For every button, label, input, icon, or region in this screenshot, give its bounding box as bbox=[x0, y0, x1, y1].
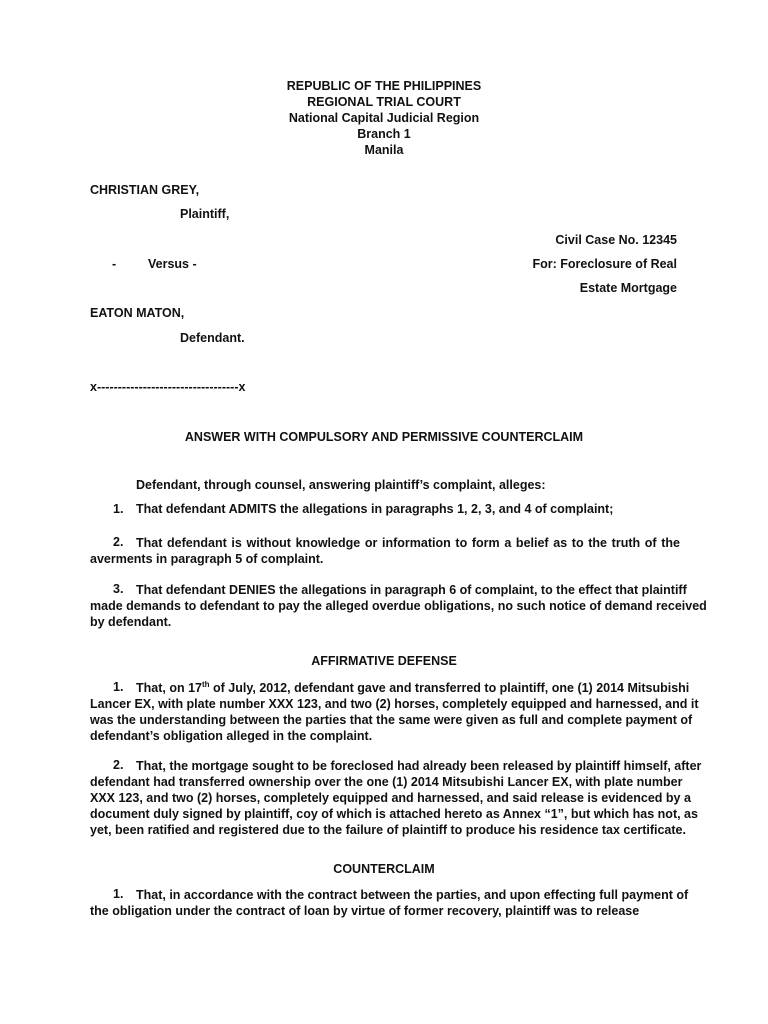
defendant-name: EATON MATON, bbox=[90, 306, 185, 320]
plaintiff-name: CHRISTIAN GREY, bbox=[90, 183, 200, 197]
versus-label: Versus - bbox=[148, 257, 197, 271]
case-nature-line1: For: Foreclosure of Real bbox=[532, 257, 677, 271]
affirmative-2-line-4: document duly signed by plaintiff, coy of which is attached hereto as Annex “1”, but which has not, as bbox=[90, 807, 698, 821]
plaintiff-role: Plaintiff, bbox=[180, 207, 230, 221]
defendant-role: Defendant. bbox=[180, 331, 245, 345]
affirmative-1-line-1 bbox=[90, 679, 690, 696]
court-branch: Branch 1 bbox=[357, 127, 411, 141]
affirmative-1-text-b: of July, 2012, defendant gave and transferred to plaintiff, one (1) 2014 Mitsubishi bbox=[209, 681, 690, 695]
counterclaim-number-1: 1. bbox=[113, 887, 124, 901]
answer-2-line-1: That defendant is without knowledge or information to form a belief as to the truth of the bbox=[136, 536, 680, 550]
answer-paragraph-1: That defendant ADMITS the allegations in paragraphs 1, 2, 3, and 4 of complaint; bbox=[136, 502, 614, 516]
answer-3-line-2: made demands to defendant to pay the alleged overdue obligations, no such notice of demand received bbox=[90, 599, 707, 613]
affirmative-2-line-2: defendant had transferred ownership over the one (1) 2014 Mitsubishi Lancer EX, with plate number bbox=[90, 775, 683, 789]
answer-3-line-1: That defendant DENIES the allegations in paragraph 6 of complaint, to the effect that plaintiff bbox=[136, 583, 687, 597]
affirmative-paragraph-1 bbox=[90, 679, 699, 744]
answer-paragraph-2 bbox=[90, 535, 680, 567]
affirmative-2-line-5: yet, been ratified and registered due to the failure of plaintiff to produce his residence tax certificate. bbox=[90, 823, 686, 837]
affirmative-1-text-a: That, on 17 bbox=[136, 681, 202, 695]
court-city: Manila bbox=[364, 143, 404, 157]
case-number: Civil Case No. 12345 bbox=[555, 233, 677, 247]
answer-number-3: 3. bbox=[113, 582, 124, 596]
affirmative-2-line-3: XXX 123, and two (2) horses, completely equipped and harnessed, and said release is evidenced by a bbox=[90, 791, 691, 805]
affirmative-number-1: 1. bbox=[113, 680, 124, 694]
answer-number-2: 2. bbox=[113, 535, 124, 549]
pleading-title: ANSWER WITH COMPULSORY AND PERMISSIVE COUNTERCLAIM bbox=[184, 430, 584, 444]
counterclaim-paragraph-1 bbox=[90, 887, 689, 919]
counterclaim-heading: COUNTERCLAIM bbox=[333, 862, 435, 876]
court-republic: REPUBLIC OF THE PHILIPPINES bbox=[286, 79, 482, 93]
counterclaim-1-line-1: That, in accordance with the contract between the parties, and upon effecting full payment of bbox=[136, 888, 689, 902]
case-nature-line2: Estate Mortgage bbox=[579, 281, 677, 295]
court-rtc: REGIONAL TRIAL COURT bbox=[307, 95, 461, 109]
affirmative-1-line-3: was the understanding between the parties that the same were given as full and complete payment of bbox=[90, 713, 693, 727]
court-region: National Capital Judicial Region bbox=[288, 111, 480, 125]
affirmative-paragraph-2 bbox=[90, 758, 702, 838]
affirmative-defense-heading: AFFIRMATIVE DEFENSE bbox=[311, 654, 457, 668]
affirmative-2-line-1: That, the mortgage sought to be foreclosed had already been released by plaintiff himself, after bbox=[136, 759, 702, 773]
answer-paragraph-3 bbox=[90, 582, 707, 630]
answer-number-1: 1. bbox=[113, 502, 124, 516]
intro-paragraph: Defendant, through counsel, answering plaintiff’s complaint, alleges: bbox=[136, 478, 546, 492]
ordinal-superscript: th bbox=[201, 679, 210, 689]
answer-3-line-3: by defendant. bbox=[90, 615, 172, 629]
caption-separator: x----------------------------------x bbox=[90, 380, 246, 394]
answer-2-line-2: averments in paragraph 5 of complaint. bbox=[90, 552, 324, 566]
versus-dash: - bbox=[112, 257, 117, 271]
affirmative-1-line-2: Lancer EX, with plate number XXX 123, and two (2) horses, completely equipped and harnessed, and it bbox=[90, 697, 699, 711]
affirmative-1-line-4: defendant’s obligation alleged in the complaint. bbox=[90, 729, 373, 743]
counterclaim-1-line-2: the obligation under the contract of loan by virtue of former recovery, plaintiff was to release bbox=[90, 904, 640, 918]
affirmative-number-2: 2. bbox=[113, 758, 124, 772]
